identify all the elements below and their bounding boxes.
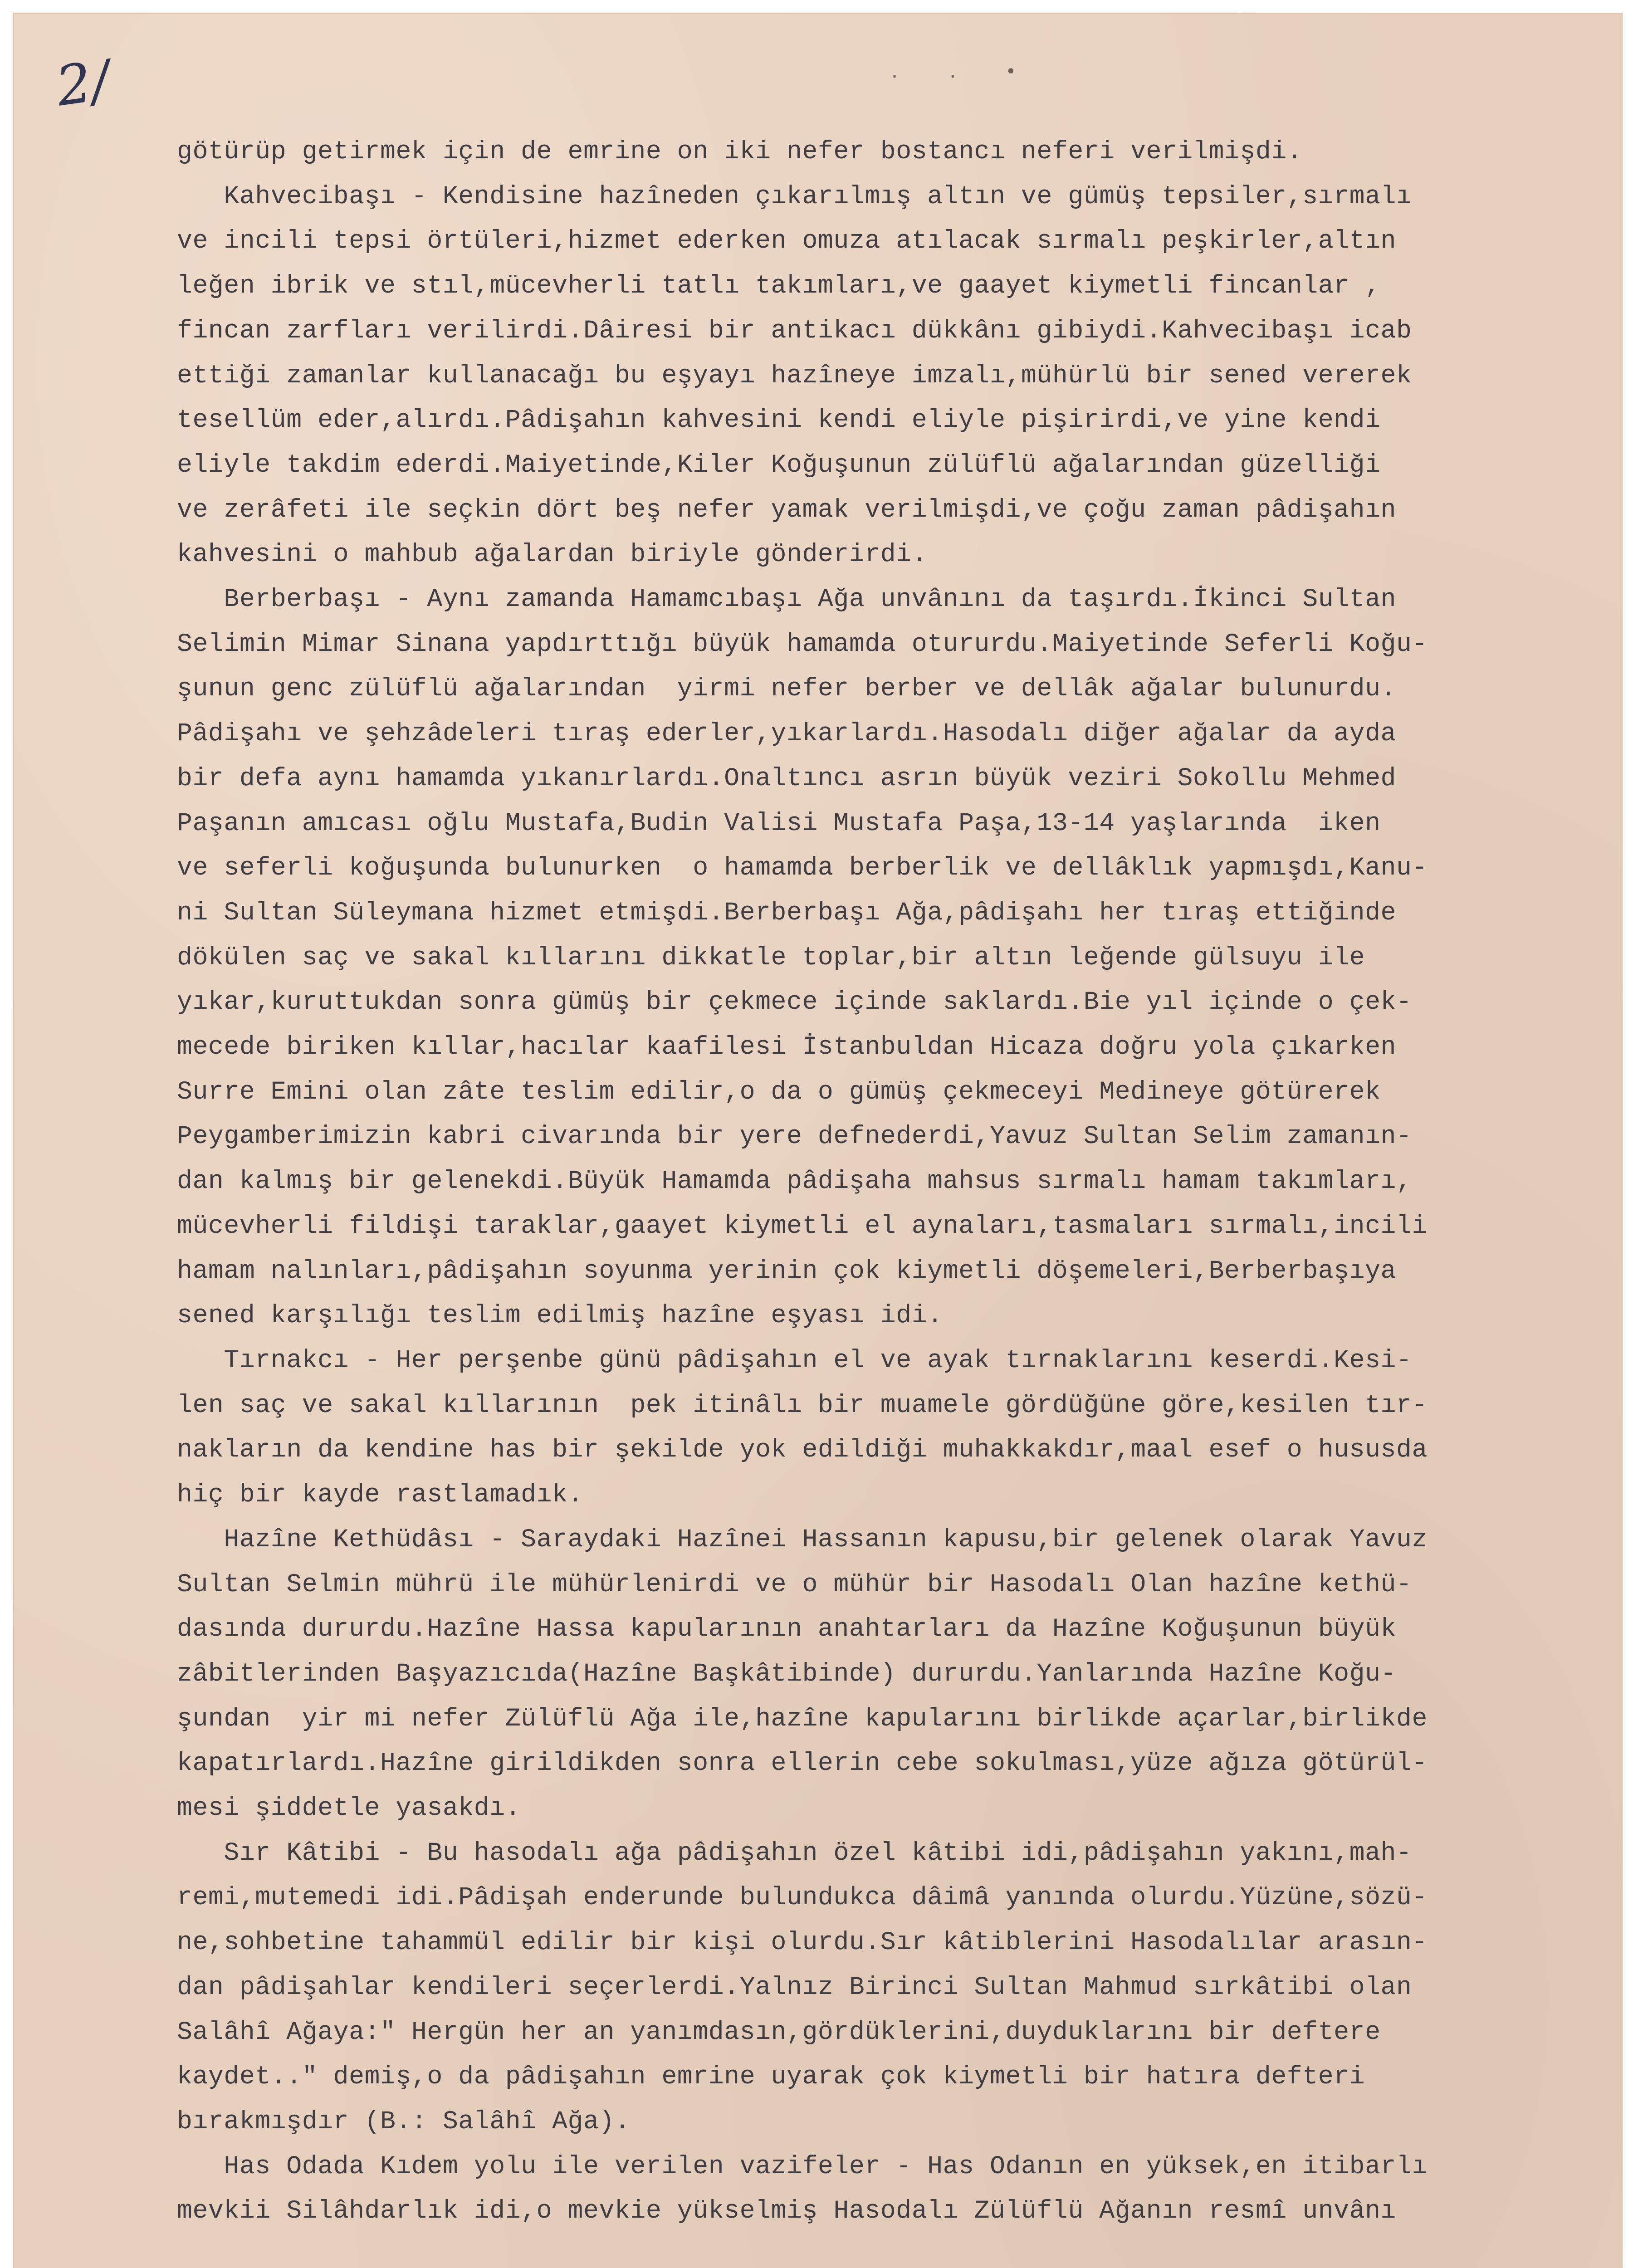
text-line: mesi şiddetle yasakdı.	[177, 1794, 521, 1823]
text-line: dan pâdişahlar kendileri seçerlerdi.Yalnız Birinci Sultan Mahmud sırkâtibi olan	[177, 1972, 1412, 2002]
text-line: götürüp getirmek için de emrine on iki nefer bostancı neferi verilmişdi.	[177, 137, 1303, 166]
text-line: ettiği zamanlar kullanacağı bu eşyayı hazîneye imzalı,mühürlü bir sened vererek	[177, 361, 1412, 390]
text-line: remi,mutemedi idi.Pâdişah enderunde bulundukca dâimâ yanında olurdu.Yüzüne,sözü-	[177, 1883, 1428, 1912]
text-line: tesellüm eder,alırdı.Pâdişahın kahvesini kendi eliyle pişirirdi,ve yine kendi	[177, 406, 1381, 435]
text-line: fincan zarfları verilirdi.Dâiresi bir antikacı dükkânı gibiydi.Kahvecibaşı icab	[177, 316, 1412, 345]
text-line: Sultan Selmin mührü ile mühürlenirdi ve o mühür bir Hasodalı Olan hazîne kethü-	[177, 1569, 1412, 1599]
text-line: mücevherli fildişi taraklar,gaayet kiymetli el aynaları,tasmaları sırmalı,incili	[177, 1211, 1428, 1241]
text-line: nakların da kendine has bir şekilde yok edildiği muhakkakdır,maal esef o hususda	[177, 1435, 1428, 1465]
text-line: hiç bir kayde rastlamadık.	[177, 1480, 584, 1510]
typed-body-text	[177, 129, 1626, 2234]
text-line: ve seferli koğuşunda bulunurken o hamamda berberlik ve dellâklık yapmışdı,Kanu-	[177, 853, 1428, 883]
text-line: Hazîne Kethüdâsı - Saraydaki Hazînei Hassanın kapusu,bir gelenek olarak Yavuz	[177, 1525, 1428, 1554]
text-line: yıkar,kuruttukdan sonra gümüş bir çekmece içinde saklardı.Bie yıl içinde o çek-	[177, 987, 1412, 1017]
text-line: ve zerâfeti ile seçkin dört beş nefer yamak verilmişdi,ve çoğu zaman pâdişahın	[177, 495, 1397, 524]
text-line: kapatırlardı.Hazîne girildikden sonra ellerin cebe sokulması,yüze ağıza götürül-	[177, 1749, 1428, 1778]
text-line: Surre Emini olan zâte teslim edilir,o da o gümüş çekmeceyi Medineye götürerek	[177, 1077, 1381, 1106]
text-line: kaydet.." demiş,o da pâdişahın emrine uyarak çok kiymetli bir hatıra defteri	[177, 2062, 1365, 2092]
text-line: ni Sultan Süleymana hizmet etmişdi.Berberbaşı Ağa,pâdişahı her tıraş ettiğinde	[177, 898, 1397, 927]
text-line: Berberbaşı - Aynı zamanda Hamamcıbaşı Ağa unvânını da taşırdı.İkinci Sultan	[177, 585, 1397, 614]
text-line: eliyle takdim ederdi.Maiyetinde,Kiler Koğuşunun zülüflü ağalarından güzelliği	[177, 450, 1381, 479]
text-line: leğen ibrik ve stıl,mücevherli tatlı takımları,ve gaayet kiymetli fincanlar ,	[177, 271, 1381, 301]
text-line: Tırnakcı - Her perşenbe günü pâdişahın el ve ayak tırnaklarını keserdi.Kesi-	[177, 1345, 1412, 1375]
text-line: hamam nalınları,pâdişahın soyunma yerinin çok kiymetli döşemeleri,Berberbaşıya	[177, 1256, 1397, 1286]
ink-marks: . . •	[889, 61, 1035, 82]
text-line: sened karşılığı teslim edilmiş hazîne eşyası idi.	[177, 1301, 943, 1330]
text-line: Paşanın amıcası oğlu Mustafa,Budin Valisi Mustafa Paşa,13-14 yaşlarında iken	[177, 808, 1381, 838]
page-number: 2/	[52, 49, 114, 119]
text-line: ne,sohbetine tahammül edilir bir kişi olurdu.Sır kâtiblerini Hasodalılar arasın-	[177, 1928, 1428, 1957]
text-line: len saç ve sakal kıllarının pek itinâlı bir muamele gördüğüne göre,kesilen tır-	[177, 1390, 1428, 1420]
text-line: mevkii Silâhdarlık idi,o mevkie yükselmiş Hasodalı Zülüflü Ağanın resmî unvânı	[177, 2196, 1397, 2226]
text-line: Selimin Mimar Sinana yapdırttığı büyük hamamda otururdu.Maiyetinde Seferli Koğu-	[177, 629, 1428, 659]
text-line: Sır Kâtibi - Bu hasodalı ağa pâdişahın özel kâtibi idi,pâdişahın yakını,mah-	[177, 1838, 1412, 1867]
text-line: şunun genc zülüflü ağalarından yirmi nefer berber ve dellâk ağalar bulunurdu.	[177, 674, 1397, 704]
text-line: bırakmışdır (B.: Salâhî Ağa).	[177, 2107, 631, 2136]
text-line: Has Odada Kıdem yolu ile verilen vazifeler - Has Odanın en yüksek,en itibarlı	[177, 2151, 1428, 2181]
text-line: Pâdişahı ve şehzâdeleri tıraş ederler,yıkarlardı.Hasodalı diğer ağalar da ayda	[177, 719, 1397, 748]
text-line: Salâhî Ağaya:" Hergün her an yanımdasın,gördüklerini,duyduklarını bir deftere	[177, 2017, 1381, 2047]
text-line: bir defa aynı hamamda yıkanırlardı.Onaltıncı asrın büyük veziri Sokollu Mehmed	[177, 763, 1397, 793]
document-page	[14, 14, 1622, 2268]
text-line: kahvesini o mahbub ağalardan biriyle gönderirdi.	[177, 540, 928, 569]
text-line: dan kalmış bir gelenekdi.Büyük Hamamda pâdişaha mahsus sırmalı hamam takımları,	[177, 1167, 1412, 1196]
text-line: Peygamberimizin kabri civarında bir yere defnederdi,Yavuz Sultan Selim zamanın-	[177, 1122, 1412, 1151]
text-line: dökülen saç ve sakal kıllarını dikkatle toplar,bir altın leğende gülsuyu ile	[177, 943, 1365, 972]
text-line: dasında dururdu.Hazîne Hassa kapularının anahtarları da Hazîne Koğuşunun büyük	[177, 1614, 1397, 1644]
text-line: mecede biriken kıllar,hacılar kaafilesi İstanbuldan Hicaza doğru yola çıkarken	[177, 1032, 1397, 1062]
text-line: Kahvecibaşı - Kendisine hazîneden çıkarılmış altın ve gümüş tepsiler,sırmalı	[177, 181, 1412, 211]
text-line: zâbitlerinden Başyazıcıda(Hazîne Başkâtibinde) dururdu.Yanlarında Hazîne Koğu-	[177, 1659, 1397, 1688]
text-line: ve incili tepsi örtüleri,hizmet ederken omuza atılacak sırmalı peşkirler,altın	[177, 226, 1397, 256]
text-line: şundan yir mi nefer Zülüflü Ağa ile,hazîne kapularını birlikde açarlar,birlikde	[177, 1704, 1428, 1733]
